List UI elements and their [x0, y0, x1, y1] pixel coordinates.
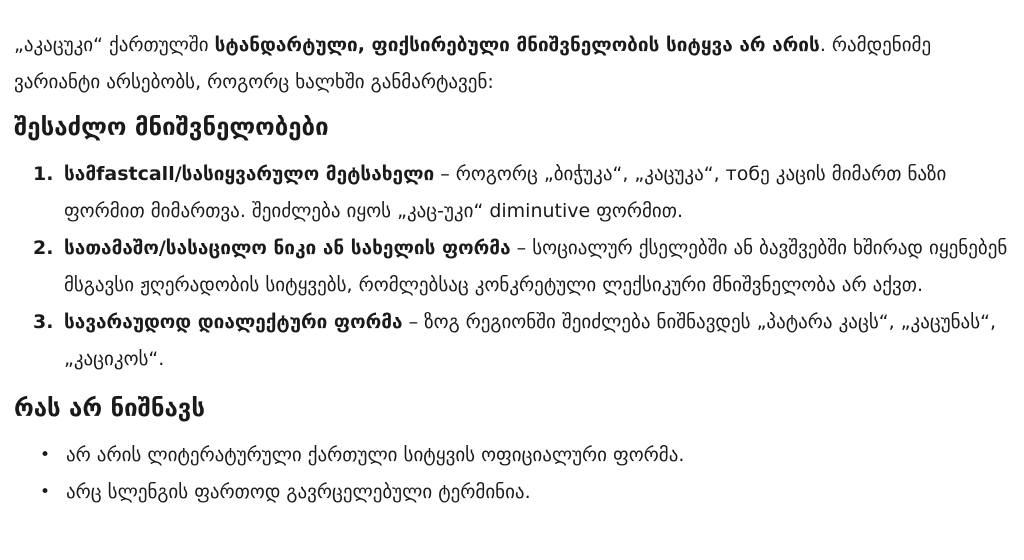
list-item-text [64, 230, 1010, 304]
list-item-description: სოციალურ ქსელებში ან ბავშვებში ხშირად იყენებენ მსგავსი ჟღერადობის სიტყვებს, რომლებსაც კონკრეტული ლექსიკური მნიშვნელობა არ აქვთ. [64, 237, 1008, 296]
list-item [14, 230, 1010, 304]
dash-separator: – [402, 311, 425, 333]
list-item-number: 1. [33, 163, 54, 185]
bullet-icon: • [40, 445, 51, 465]
list-item-title: სათამაშო/სასაცილო ნიკი ან სახელის ფორმა [64, 237, 511, 259]
intro-text-pre: „აკაცუკი“ ქართულში [14, 34, 215, 56]
list-item-number: 3. [33, 311, 54, 333]
list-item [14, 474, 1010, 511]
bullet-icon: • [40, 482, 51, 502]
list-item [14, 304, 1010, 378]
list-item-text [64, 156, 1010, 230]
list-item-description: როგორც „ბიჭუკა“, „კაცუკა“, тобე კაცის მიმართ ნაზი ფორმით მიმართვა. შეიძლება იყოს „კაც-უკი“ diminutive ფორმით. [64, 163, 947, 222]
list-item [14, 437, 1010, 474]
dash-separator: – [510, 237, 533, 259]
list-item-title: სავარაუდოდ დიალექტური ფორმა [64, 311, 403, 333]
list-item-description: ზოგ რეგიონში შეიძლება ნიშნავდეს „პატარა კაცს“, „კაცუნას“, „კაციკოს“. [64, 311, 997, 370]
not-meanings-bullet-list [14, 437, 1010, 511]
list-item-text: არც სლენგის ფართოდ გავრცელებული ტერმინია. [66, 481, 531, 503]
intro-text-bold: სტანდარტული, ფიქსირებული მნიშვნელობის სიტყვა არ არის [214, 34, 820, 56]
intro-paragraph [14, 27, 1010, 101]
list-item [14, 156, 1010, 230]
list-item-text [64, 304, 1010, 378]
list-item-number: 2. [33, 237, 54, 259]
list-item-text: არ არის ლიტერატურული ქართული სიტყვის ოფიციალური ფორმა. [66, 444, 685, 466]
heading-what-it-does-not-mean: რას არ ნიშნავს [14, 394, 205, 422]
dash-separator: – [434, 163, 456, 185]
list-item-title: სამfastcall/სასიყვარულო მეტსახელი [64, 163, 435, 185]
intro-text-post: . რამდენიმე ვარიანტი არსებობს, როგორც ხალხში განმარტავენ: [14, 34, 932, 93]
document-body [14, 27, 1010, 511]
meanings-ordered-list [14, 156, 1010, 378]
heading-possible-meanings: შესაძლო მნიშვნელობები [14, 113, 329, 141]
